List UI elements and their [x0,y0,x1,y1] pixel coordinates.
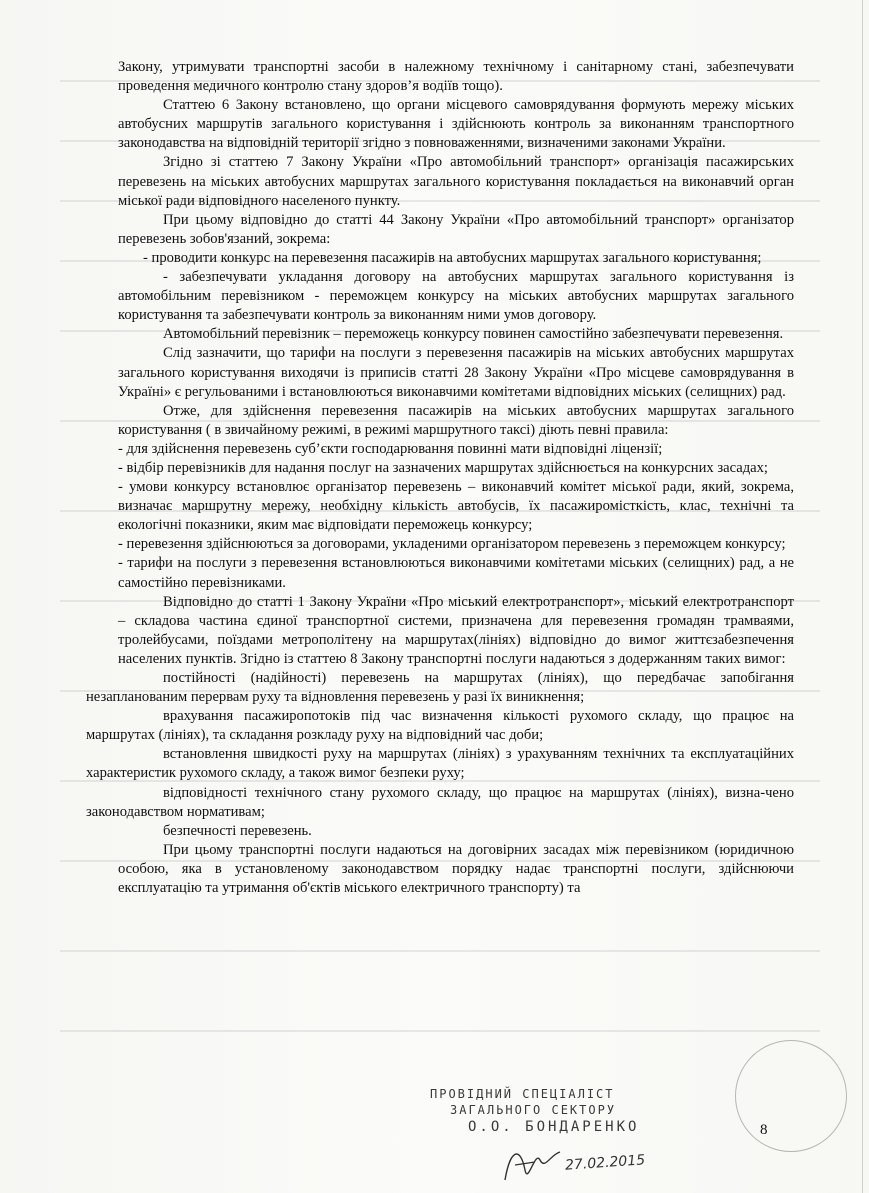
page-edge [862,0,863,1193]
list-item: постійності (надійності) перевезень на маршрутах (лініях), що передбачає запобігання незапланованим перервам руху та відновлення перевезень у разі їх виникнення; [86,670,794,706]
paragraph: При цьому відповідно до статті 44 Закону України «Про автомобільний транспорт» організатор перевезень зобов'язаний, зокрема: [118,211,794,247]
stamp-line-sector: ЗАГАЛЬНОГО СЕКТОРУ [450,1103,617,1117]
paragraph: Статтею 6 Закону встановлено, що органи місцевого самоврядування формують мережу міських автобусних маршрутів загального користування і здійснюють контроль за виконанням транспортного законодавства на відповідній території згідно з повноваженнями, визначеними законами України. [118,97,794,152]
list-item: - перевезення здійснюються за договорами, укладеними організатором перевезень з переможцем конкурсу; [118,536,786,553]
list-item: - умови конкурсу встановлює організатор перевезень – виконавчий комітет міської ради, який, зокрема, визначає маршрутну мережу, необхідну кількість автобусів, їх пасажиромісткість, клас, технічні та екологічні показники, яким має відповідати переможець конкурсу; [118,479,794,534]
list-item: врахування пасажиропотоків під час визначення кількості рухомого складу, що працює на маршрутах (лініях), та складання розкладу руху на відповідний час доби; [86,708,794,744]
stamp-line-name: О.О. БОНДАРЕНКО [468,1119,640,1135]
page-number: 8 [760,1122,768,1138]
document-body [86,58,794,898]
list-item: - проводити конкурс на перевезення пасажирів на автобусних маршрутах загального користування; [143,249,762,266]
paragraph: При цьому транспортні послуги надаються на договірних засадах між перевізником (юридичною особою, яка в установленому законодавством порядку надає транспортні послуги, здійснюючи експлуатацію та утримання об'єктів міського електричного транспорту) та [118,841,794,897]
handwritten-signature [500,1140,570,1190]
official-stamp [420,1075,760,1145]
stamp-line-title: ПРОВІДНИЙ СПЕЦІАЛІСТ [430,1087,615,1101]
list-item: безпечності перевезень. [163,822,312,839]
paragraph: Згідно зі статтею 7 Закону України «Про автомобільний транспорт» організація пасажирських перевезень на міських автобусних маршрутах загального користування покладається на виконавчий орган міської ради відповідного населеного пункту. [118,154,794,209]
list-item: встановлення швидкості руху на маршрутах (лініях) з урахуванням технічних та експлуатаційних характеристик рухомого складу, а також вимог безпеки руху; [86,746,794,782]
signature-date: 27.02.2015 [564,1152,646,1174]
list-item: - забезпечувати укладання договору на автобусних маршрутах загального користування із автомобільним перевізником - переможцем конкурсу на міських автобусних маршрутах загального користування та забезпечувати контроль за виконанням ними умов договору. [118,269,794,324]
paragraph: Слід зазначити, що тарифи на послуги з перевезення пасажирів на міських автобусних маршрутах загального користування виходячи із приписів статті 28 Закону України «Про місцеве самоврядування в Україні» є регульованими і встановлюються виконавчими комітетами відповідних міських (селищних) рад. [118,345,794,400]
paragraph: Відповідно до статті 1 Закону України «Про міський електротранспорт», міський електротранспорт – складова частина єдиної транспортної системи, призначена для перевезення громадян трамваями, тролейбусами, поїздами метрополітену на маршрутах(лініях) відповідно до вимог життєзабезпечення населених пунктів. Згідно із статтею 8 Закону транспортні послуги надаються з додержанням таких вимог: [118,593,794,667]
list-item: - для здійснення перевезень суб’єкти господарювання повинні мати відповідні ліцензії; [118,440,663,457]
paragraph: Автомобільний перевізник – переможець конкурсу повинен самостійно забезпечувати перевезення. [163,326,784,343]
list-item: - відбір перевізників для надання послуг на зазначених маршрутах здійснюється на конкурсних засадах; [118,459,768,476]
list-item: - тарифи на послуги з перевезення встановлюються виконавчими комітетами міських (селищних) рад, а не самостійно перевізниками. [118,555,794,591]
paragraph: Отже, для здійснення перевезення пасажирів на міських автобусних маршрутах загального користування ( в звичайному режимі, в режимі маршрутного таксі) діють певні правила: [118,402,794,438]
list-item: відповідності технічного стану рухомого складу, що працює на маршрутах (лініях), визна-чено законодавством нормативам; [86,784,794,820]
paragraph: Закону, утримувати транспортні засоби в належному технічному і санітарному стані, забезпечувати проведення медичного контролю стану здоров’я водіїв тощо). [118,59,794,95]
